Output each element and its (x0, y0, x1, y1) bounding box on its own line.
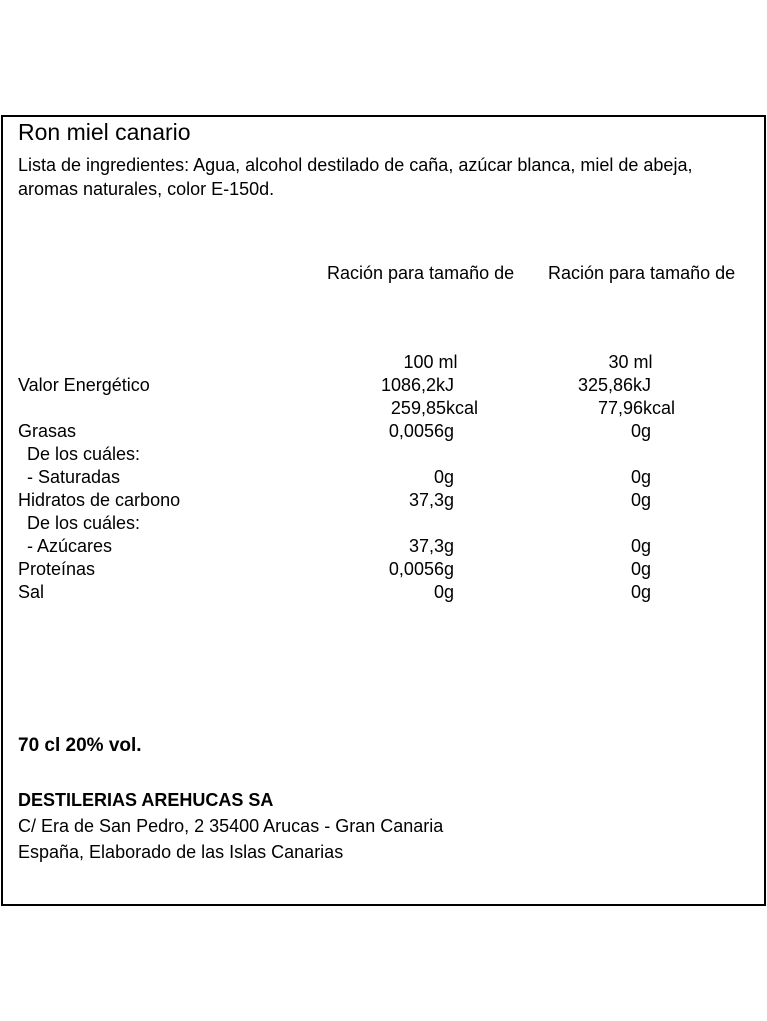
nutrient-label-saturated: - Saturadas (27, 467, 121, 487)
product-title: Ron miel canario (18, 119, 191, 145)
nutrient-label-of-which-2: De los cuáles: (27, 513, 141, 533)
saturated-col1: 0g (433, 467, 454, 487)
nutrient-label-fat: Grasas (18, 421, 77, 441)
nutrient-label-carbohydrates: Hidratos de carbono (18, 490, 181, 510)
nutrition-label (1, 115, 766, 906)
nutrient-label-sugars: - Azúcares (27, 536, 113, 556)
producer-origin: España, Elaborado de las Islas Canarias (18, 842, 344, 862)
producer-address: C/ Era de San Pedro, 2 35400 Arucas - Gran Canaria (18, 816, 444, 836)
protein-col2: 0g (630, 559, 651, 579)
carbohydrates-col1: 37,3g (408, 490, 454, 510)
producer-name: DESTILERIAS AREHUCAS SA (18, 790, 274, 810)
carbohydrates-col2: 0g (630, 490, 651, 510)
saturated-col2: 0g (630, 467, 651, 487)
nutrient-label-salt: Sal (18, 582, 45, 602)
serving-size-col1: 100 ml (403, 352, 458, 372)
salt-col2: 0g (630, 582, 651, 602)
ingredients-list: Lista de ingredientes: Agua, alcohol destilado de caña, azúcar blanca, miel de abeja, aromas naturales, color E-150d. (18, 155, 693, 199)
nutrient-label-energy: Valor Energético (18, 375, 150, 395)
sugars-col1: 37,3g (408, 536, 454, 556)
salt-col1: 0g (433, 582, 454, 602)
nutrient-label-of-which-1: De los cuáles: (27, 444, 141, 464)
sugars-col2: 0g (630, 536, 651, 556)
energy-kcal-col1: 259,85kcal (390, 398, 478, 418)
header-serving-col2: Ración para tamaño de (548, 263, 736, 283)
energy-kcal-col2: 77,96kcal (597, 398, 675, 418)
header-serving-col1: Ración para tamaño de (327, 263, 515, 283)
nutrient-label-protein: Proteínas (18, 559, 96, 579)
energy-kj-col2: 325,86kJ (577, 375, 651, 395)
energy-kj-col1: 1086,2kJ (380, 375, 454, 395)
protein-col1: 0,0056g (388, 559, 454, 579)
fat-col2: 0g (630, 421, 651, 441)
fat-col1: 0,0056g (388, 421, 454, 441)
volume-abv: 70 cl 20% vol. (18, 735, 142, 756)
serving-size-col2: 30 ml (608, 352, 653, 372)
